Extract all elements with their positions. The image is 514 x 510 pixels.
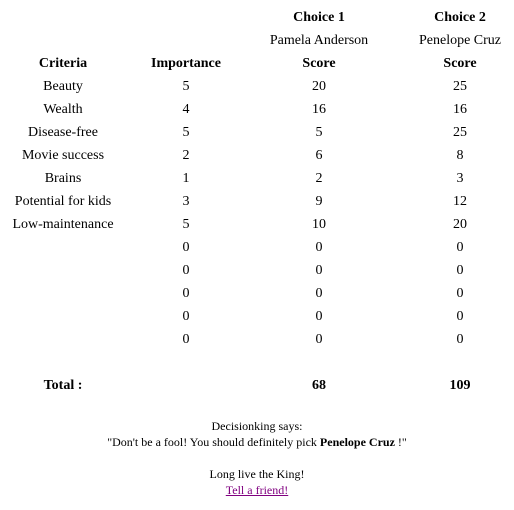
score2-cell: 0 — [456, 286, 464, 301]
score2-cell: 12 — [453, 194, 467, 209]
decision-message — [0, 418, 514, 498]
score1-cell: 20 — [312, 79, 326, 94]
verdict-suffix: !" — [394, 435, 407, 449]
importance-cell: 0 — [182, 309, 190, 324]
importance-cell: 0 — [182, 332, 190, 347]
importance-cell: 5 — [182, 79, 190, 94]
score1-cell: 5 — [315, 125, 323, 140]
score2-cell: 0 — [456, 263, 464, 278]
score2-column-header: Score — [443, 56, 477, 71]
score1-cell: 0 — [315, 263, 323, 278]
choice2-name: Penelope Cruz — [418, 33, 502, 48]
score2-cell: 20 — [453, 217, 467, 232]
criteria-cell: Beauty — [43, 79, 83, 94]
score2-cell: 8 — [456, 148, 464, 163]
importance-cell: 0 — [182, 263, 190, 278]
verdict-line — [0, 434, 514, 450]
criteria-cell: Movie success — [21, 148, 105, 163]
choice1-heading: Choice 1 — [293, 10, 345, 25]
score2-cell: 25 — [453, 79, 467, 94]
importance-cell: 1 — [182, 171, 190, 186]
importance-cell: 2 — [182, 148, 190, 163]
criteria-column-header: Criteria — [38, 56, 88, 71]
importance-cell: 0 — [182, 240, 190, 255]
criteria-cell: Wealth — [43, 102, 83, 117]
importance-cell: 5 — [182, 217, 190, 232]
score1-cell: 0 — [315, 309, 323, 324]
importance-column-header: Importance — [151, 56, 221, 71]
score1-cell: 10 — [312, 217, 326, 232]
score2-cell: 0 — [456, 240, 464, 255]
score1-cell: 0 — [315, 286, 323, 301]
score1-cell: 0 — [315, 240, 323, 255]
score2-cell: 0 — [456, 309, 464, 324]
criteria-cell: Potential for kids — [14, 194, 112, 209]
verdict-name: Penelope Cruz — [319, 435, 395, 449]
score2-cell: 3 — [456, 171, 464, 186]
score2-cell: 0 — [456, 332, 464, 347]
criteria-cell: Disease-free — [28, 125, 98, 140]
choice1-name: Pamela Anderson — [269, 33, 369, 48]
total-score1: 68 — [312, 378, 326, 393]
score1-cell: 16 — [312, 102, 326, 117]
total-score2: 109 — [449, 378, 471, 393]
decisionking-says: Decisionking says: — [211, 419, 303, 433]
importance-cell: 3 — [182, 194, 190, 209]
choice2-heading: Choice 2 — [434, 10, 486, 25]
tell-a-friend-link[interactable]: Tell a friend! — [225, 483, 289, 497]
importance-cell: 5 — [182, 125, 190, 140]
importance-cell: 4 — [182, 102, 190, 117]
total-label: Total : — [43, 378, 83, 393]
verdict-prefix: "Don't be a fool! You should definitely pick — [107, 435, 320, 449]
spacer — [0, 450, 514, 466]
score2-cell: 25 — [453, 125, 467, 140]
importance-cell: 0 — [182, 286, 190, 301]
score1-cell: 9 — [315, 194, 323, 209]
score1-cell: 0 — [315, 332, 323, 347]
score1-column-header: Score — [302, 56, 336, 71]
criteria-cell: Brains — [44, 171, 82, 186]
score2-cell: 16 — [453, 102, 467, 117]
score1-cell: 6 — [315, 148, 323, 163]
criteria-cell: Low-maintenance — [12, 217, 114, 232]
farewell-text: Long live the King! — [209, 467, 305, 481]
score1-cell: 2 — [315, 171, 323, 186]
